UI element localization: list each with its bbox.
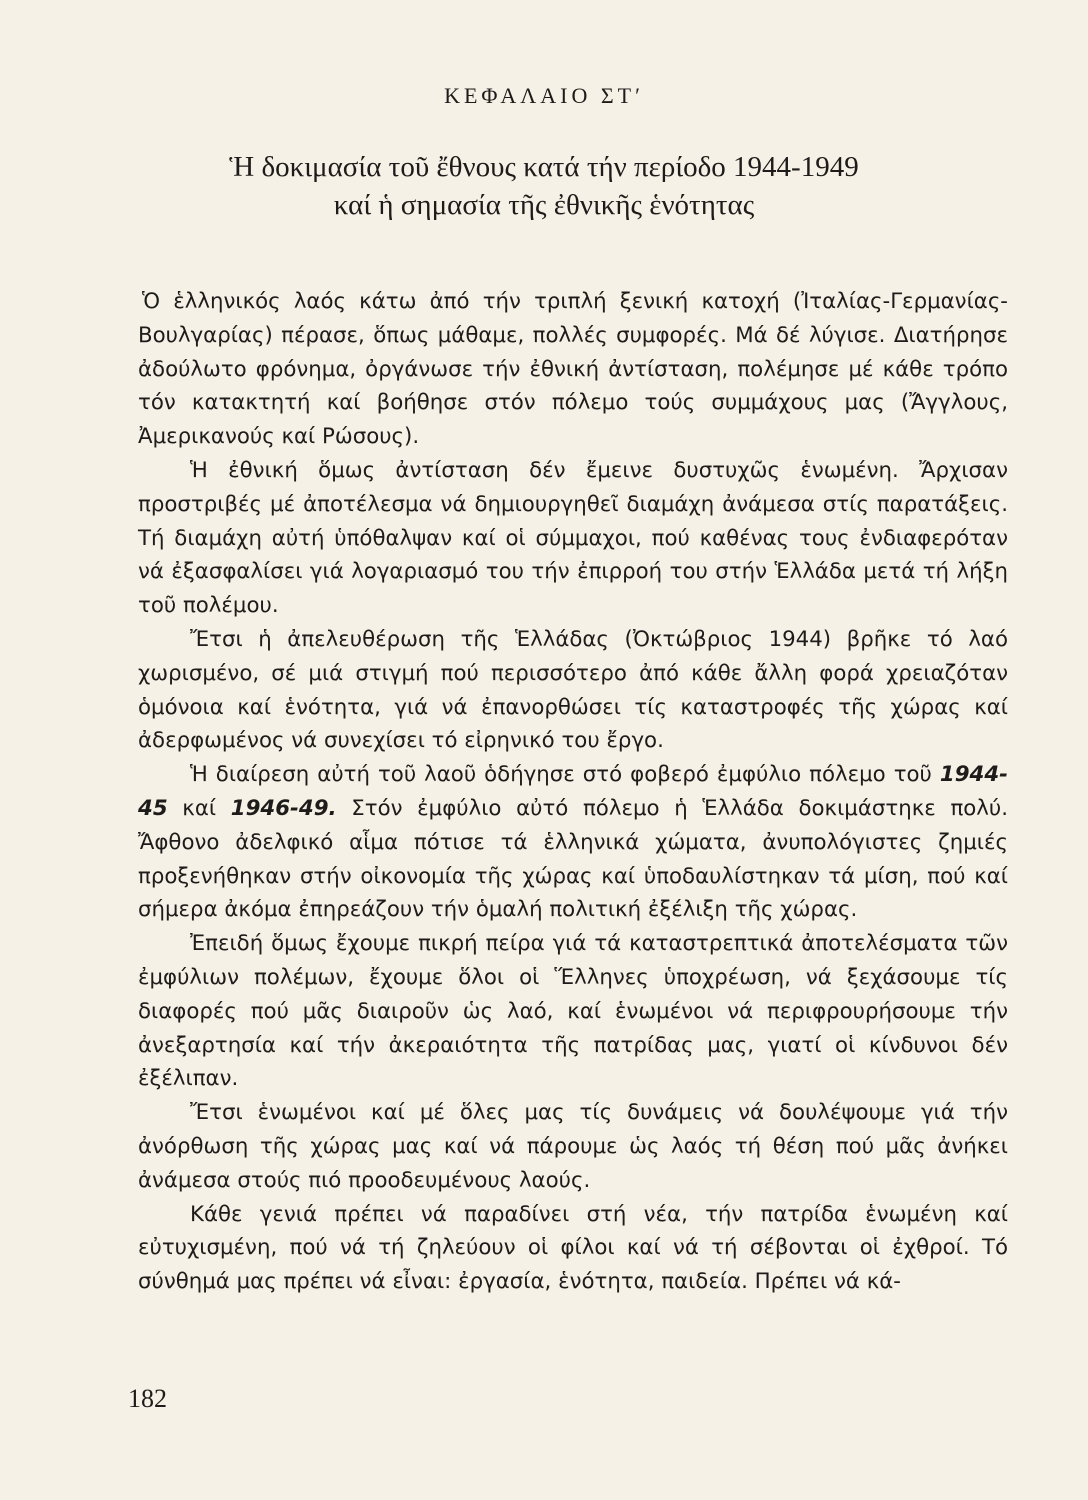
paragraph-4-text-a: Ἡ διαίρεση αὐτή τοῦ λαοῦ ὁδήγησε στό φοβερό ἐμφύλιο πόλεμο τοῦ — [190, 762, 940, 788]
paragraph-2: Ἡ ἐθνική ὅμως ἀντίσταση δέν ἔμεινε δυστυχῶς ἑνωμένη. Ἄρχισαν προστριβές μέ ἀποτέλεσμα νά δημιουργηθεῖ διαμάχη ἀνάμεσα στίς παρατάξεις. Τή διαμάχη αὐτή ὑπόθαλψαν καί οἱ σύμμαχοι, πού καθένας τους ἐνδιαφερόταν νά ἐξασφαλίσει γιά λογαριασμό του τήν ἐπιρροή του στήν Ἑλλάδα μετά τή λήξη τοῦ πολέμου. — [138, 457, 1008, 619]
paragraph-4-text-b: καί — [167, 795, 231, 821]
chapter-title-line-2: καί ἡ σημασία τῆς ἐθνικῆς ἑνότητας — [333, 189, 755, 221]
chapter-title-line-1: Ἡ δοκιμασία τοῦ ἔθνους κατά τήν περίοδο 1944-1949 — [229, 151, 859, 183]
paragraph-1: Ὁ ἑλληνικός λαός κάτω ἀπό τήν τριπλή ξενική κατοχή (Ἰταλίας-Γερμανίας-Βουλγαρίας) πέρασε, ὅπως μάθαμε, πολλές συμφορές. Μά δέ λύγισε. Διατήρησε ἀδούλωτο φρόνημα, ὀργάνωσε τήν ἐθνική ἀντίσταση, πολέμησε μέ κάθε τρόπο τόν κατακτητή καί βοήθησε στόν πόλεμο τούς συμμάχους μας (Ἄγγλους, Ἀμερικανούς καί Ρώσους). — [138, 289, 1008, 450]
chapter-heading: ΚΕΦΑΛΑΙΟ ΣΤ′ — [444, 83, 644, 108]
paragraph-4-year-1: 1944-45 — [138, 762, 1008, 821]
paragraph-4-year-2: 1946-49. — [230, 795, 337, 821]
paragraph-6: Ἔτσι ἑνωμένοι καί μέ ὅλες μας τίς δυνάμεις νά δουλέψουμε γιά τήν ἀνόρθωση τῆς χώρας μας καί νά πάρουμε ὡς λαός τή θέση πού μᾶς ἀνήκει ἀνάμεσα στούς πιό προοδευμένους λαούς. — [138, 1100, 1008, 1193]
chapter-title — [0, 148, 1088, 224]
page-number: 182 — [128, 1384, 167, 1413]
paragraph-3: Ἔτσι ἡ ἀπελευθέρωση τῆς Ἑλλάδας (Ὀκτώβριος 1944) βρῆκε τό λαό χωρισμένο, σέ μιά στιγμή πού περισσότερο ἀπό κάθε ἄλλη φορά χρειαζόταν ὁμόνοια καί ἑνότητα, γιά νά ἐπανορθώσει τίς καταστροφές τῆς χώρας καί ἀδερφωμένος νά συνεχίσει τό εἰρηνικό του ἔργο. — [138, 626, 1008, 754]
paragraph-4 — [138, 758, 1008, 927]
paragraph-5: Ἐπειδή ὅμως ἔχουμε πικρή πείρα γιά τά καταστρεπτικά ἀποτελέσματα τῶν ἐμφύλιων πολέμων, ἔχουμε ὅλοι οἱ Ἕλληνες ὑποχρέωση, νά ξεχάσουμε τίς διαφορές πού μᾶς διαιροῦν ὡς λαό, καί ἑνωμένοι νά περιφρουρήσουμε τήν ἀνεξαρτησία καί τήν ἀκεραιότητα τῆς πατρίδας μας, γιατί οἱ κίνδυνοι δέν ἐξέλιπαν. — [138, 931, 1008, 1092]
paragraph-7: Κάθε γενιά πρέπει νά παραδίνει στή νέα, τήν πατρίδα ἑνωμένη καί εὐτυχισμένη, πού νά τή ζηλεύουν οἱ φίλοι καί νά τή σέβονται οἱ ἐχθροί. Τό σύνθημά μας πρέπει νά εἶναι: ἐργασία, ἑνότητα, παιδεία. Πρέπει νά κά- — [138, 1201, 1008, 1295]
paragraph-4-text-c: Στόν ἐμφύλιο αὐτό πόλεμο ἡ Ἑλλάδα δοκιμάστηκε πολύ. Ἄφθονο ἀδελφικό αἷμα πότισε τά ἑλληνικά χώματα, ἀνυπολόγιστες ζημιές προξενήθηκαν στήν οἰκονομία τῆς χώρας καί ὑποδαυλίστηκαν τά μίση, πού καί σήμερα ἀκόμα ἐπηρεάζουν τήν ὁμαλή πολιτική ἐξέλιξη τῆς χώρας. — [138, 795, 1008, 923]
body-text — [138, 285, 1008, 1299]
